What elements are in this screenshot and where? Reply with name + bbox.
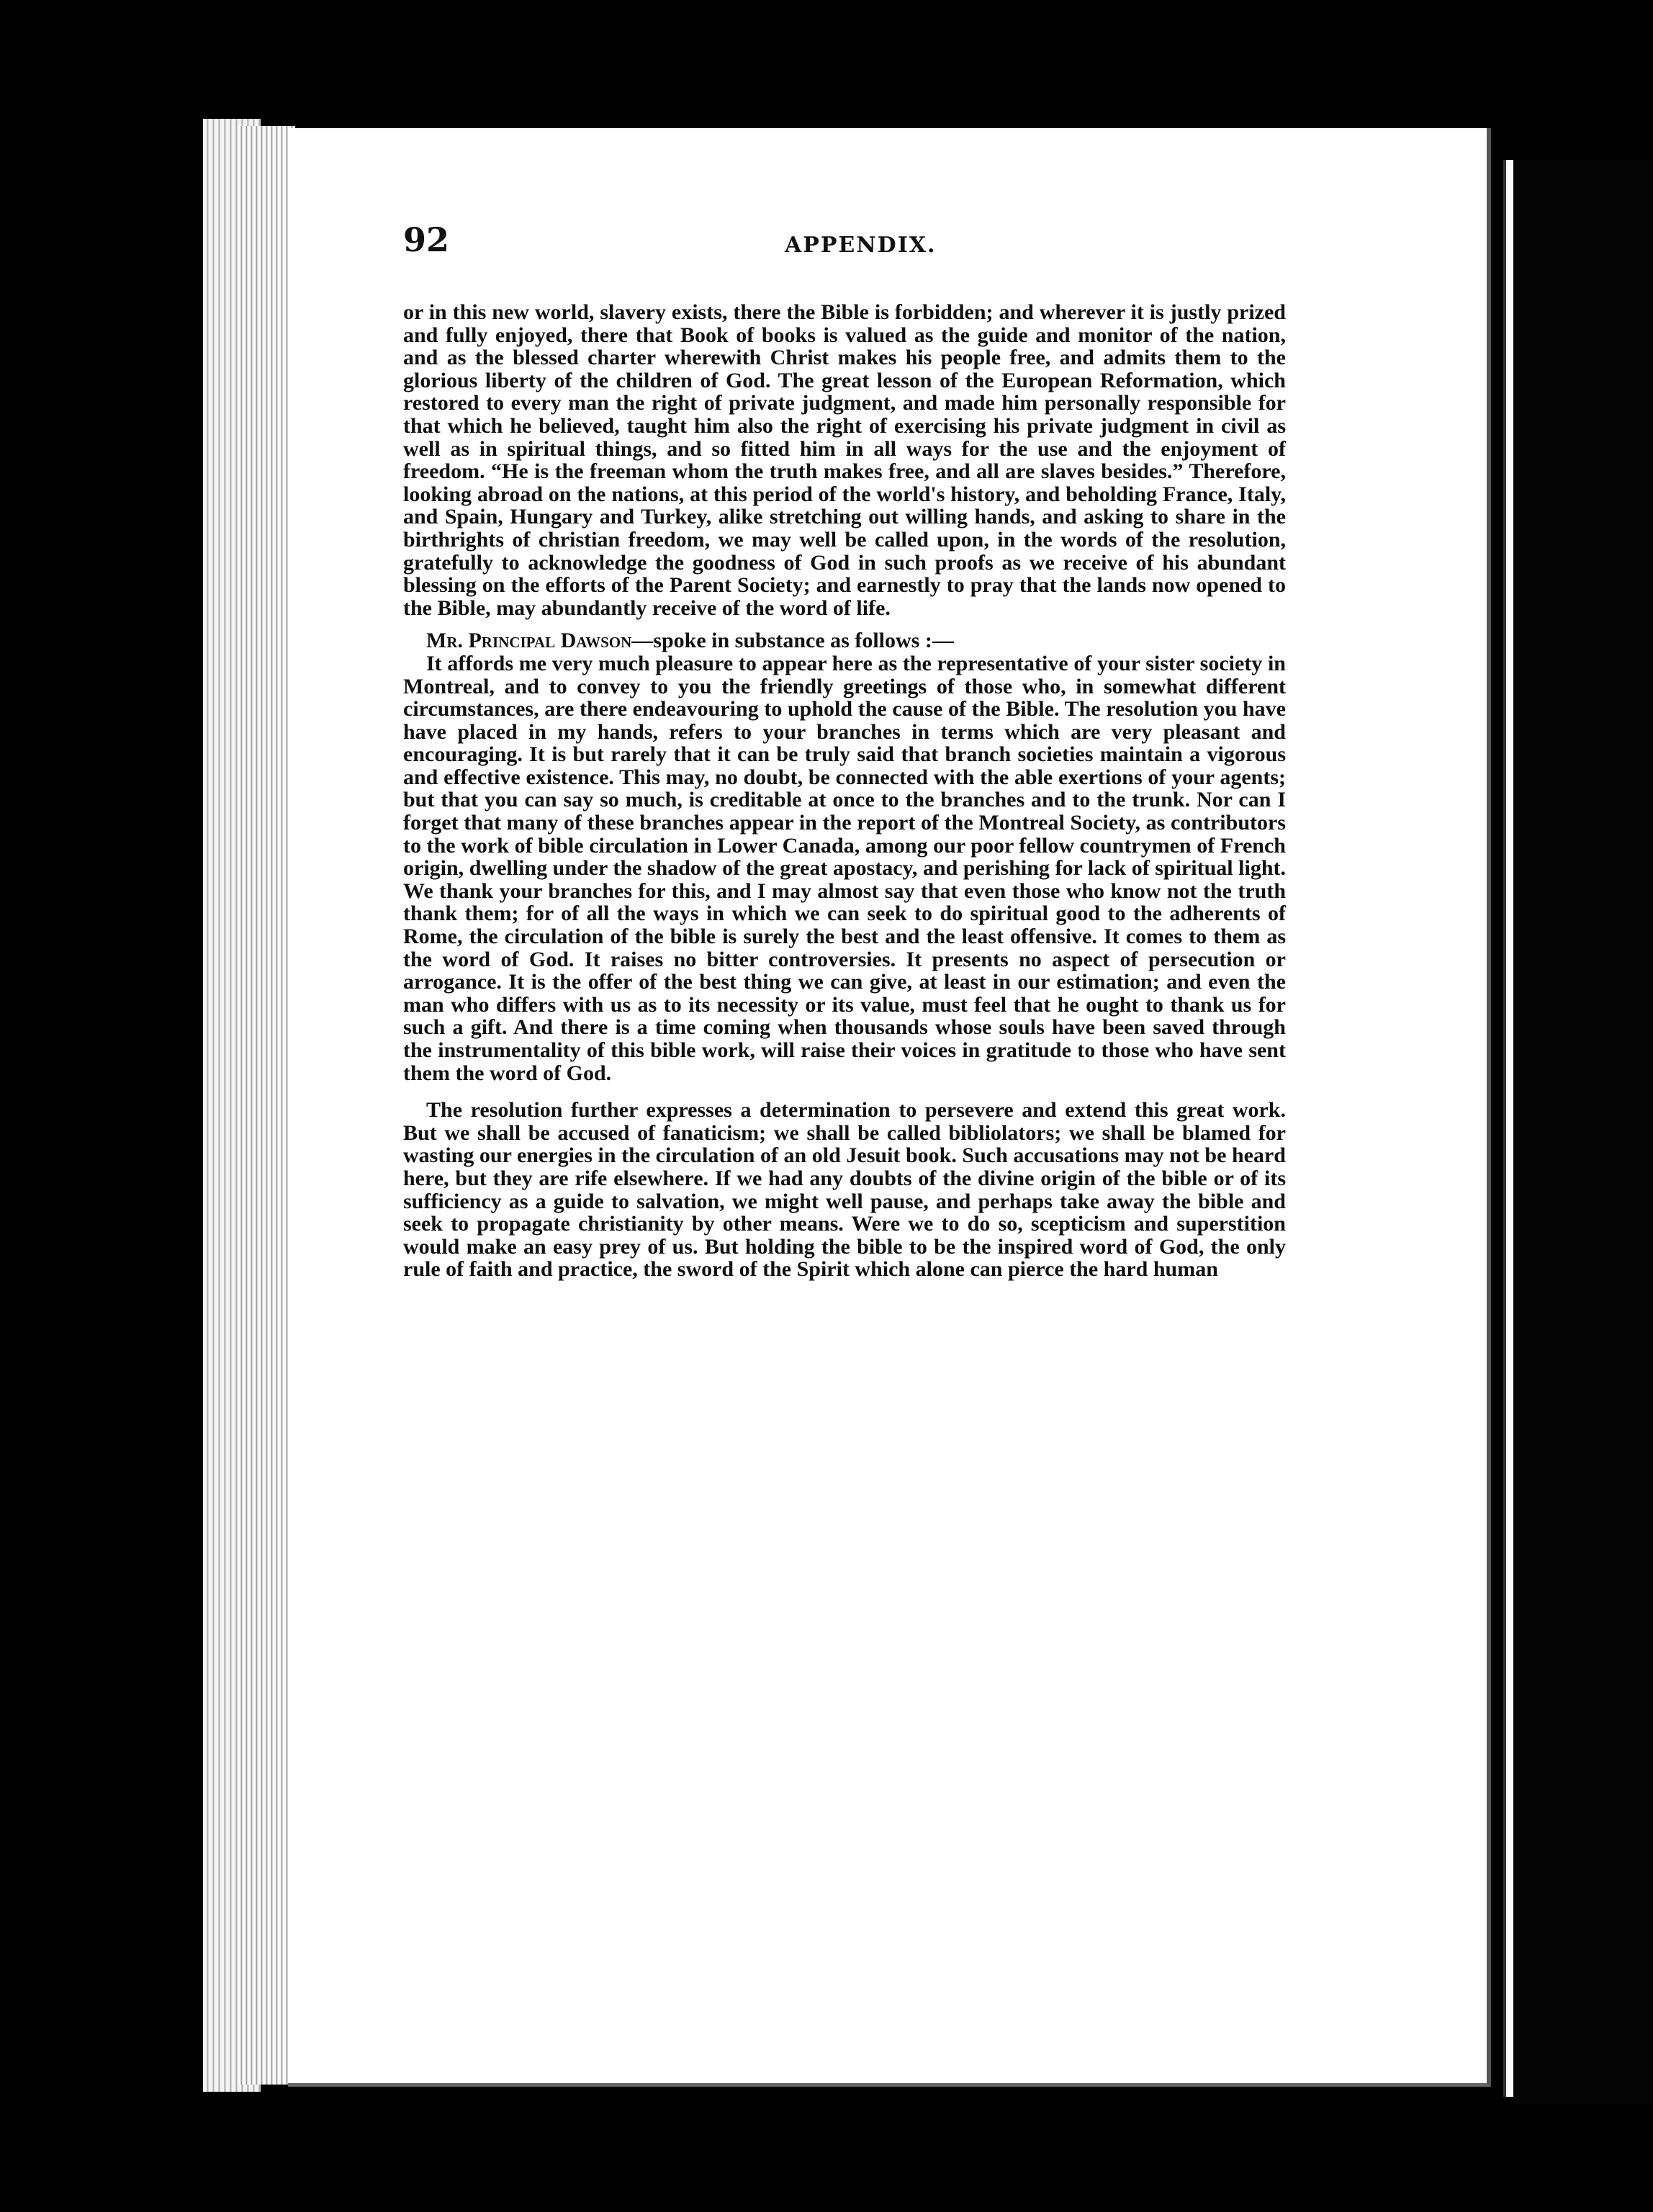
speaker-paragraph (403, 629, 1286, 652)
speech-paragraph-1: It affords me very much pleasure to appear here as the representative of your sister society in Montreal, and to convey to you the friendly greetings of those who, in somewhat different circumstances, are there endeavouring to uphold the cause of the Bible. The resolution you have have placed in my hands, refers to your branches in terms which are very pleasant and encouraging. It is but rarely that it can be truly said that branch societies maintain a vigorous and effective existence. This may, no doubt, be connected with the able exertions of your agents; but that you can say so much, is creditable at once to the branches and to the trunk. Nor can I forget that many of these branches appear in the report of the Montreal Society, as contributors to the work of bible circulation in Lower Canada, among our poor fellow countrymen of French origin, dwelling under the shadow of the great apostacy, and perishing for lack of spiritual light. We thank your branches for this, and I may almost say that even those who know not the truth thank them; for of all the ways in which we can seek to do spiritual good to the adherents of Rome, the circulation of the bible is surely the best and the least offensive. It comes to them as the word of God. It raises no bitter controversies. It presents no aspect of persecution or arrogance. It is the offer of the best thing we can give, at least in our estimation; and even the man who differs with us as to its necessity or its value, must feel that he ought to thank us for such a gift. And there is a time coming when thousands whose souls have been saved through the instrumentality of this bible work, will raise their voices in gratitude to those who have sent them the word of God. (403, 651, 1286, 1085)
speaker-name: Mr. Principal Dawson (426, 629, 632, 653)
paragraph-continued: or in this new world, slavery exists, there the Bible is forbidden; and wherever it is justly prized and fully enjoyed, there that Book of books is valued as the guide and monitor of the nation, and as the blessed charter wherewith Christ makes his people free, and admits them to the glorious liberty of the children of God. The great lesson of the European Reformation, which restored to every man the right of private judgment, and made him personally responsible for that which he believed, taught him also the right of exercising his private judgment in civil as well as in spiritual things, and so fitted him in all ways for the use and the enjoyment of freedom. “He is the freeman whom the truth makes free, and all are slaves besides.” Therefore, looking abroad on the nations, at this period of the world's history, and beholding France, Italy, and Spain, Hungary and Turkey, alike stretching out willing hands, and asking to share in the birthrights of christian freedom, we may well be called upon, in the words of the resolution, gratefully to acknowledge the goodness of God in such proofs as we receive of his abundant blessing on the efforts of the Parent Society; and earnestly to pray that the lands now opened to the Bible, may abundantly receive of the word of life. (403, 300, 1286, 620)
running-head: APPENDIX. (785, 233, 937, 258)
page-number: 92 (403, 220, 450, 259)
speech-paragraph-2: The resolution further expresses a determination to persevere and extend this great work. But we shall be accused of fanaticism; we shall be called bibliolators; we shall be blamed for wasting our energies in the circulation of an old Jesuit book. Such accusations may not be heard here, but they are rife elsewhere. If we had any doubts of the divine origin of the bible or of its sufficiency as a guide to salvation, we might well pause, and perhaps take away the bible and seek to propagate christianity by other means. Were we to do so, scepticism and superstition would make an easy prey of us. But holding the bible to be the inspired word of God, the only rule of faith and practice, the sword of the Spirit which alone can pierce the hard human (403, 1098, 1286, 1282)
page-header (403, 222, 1289, 265)
book-cover-shadow (1513, 160, 1653, 2104)
book-page-edges-inner (238, 126, 295, 2085)
body-text (403, 301, 1286, 1281)
speaker-intro: —spoke in substance as follows :— (631, 629, 954, 653)
